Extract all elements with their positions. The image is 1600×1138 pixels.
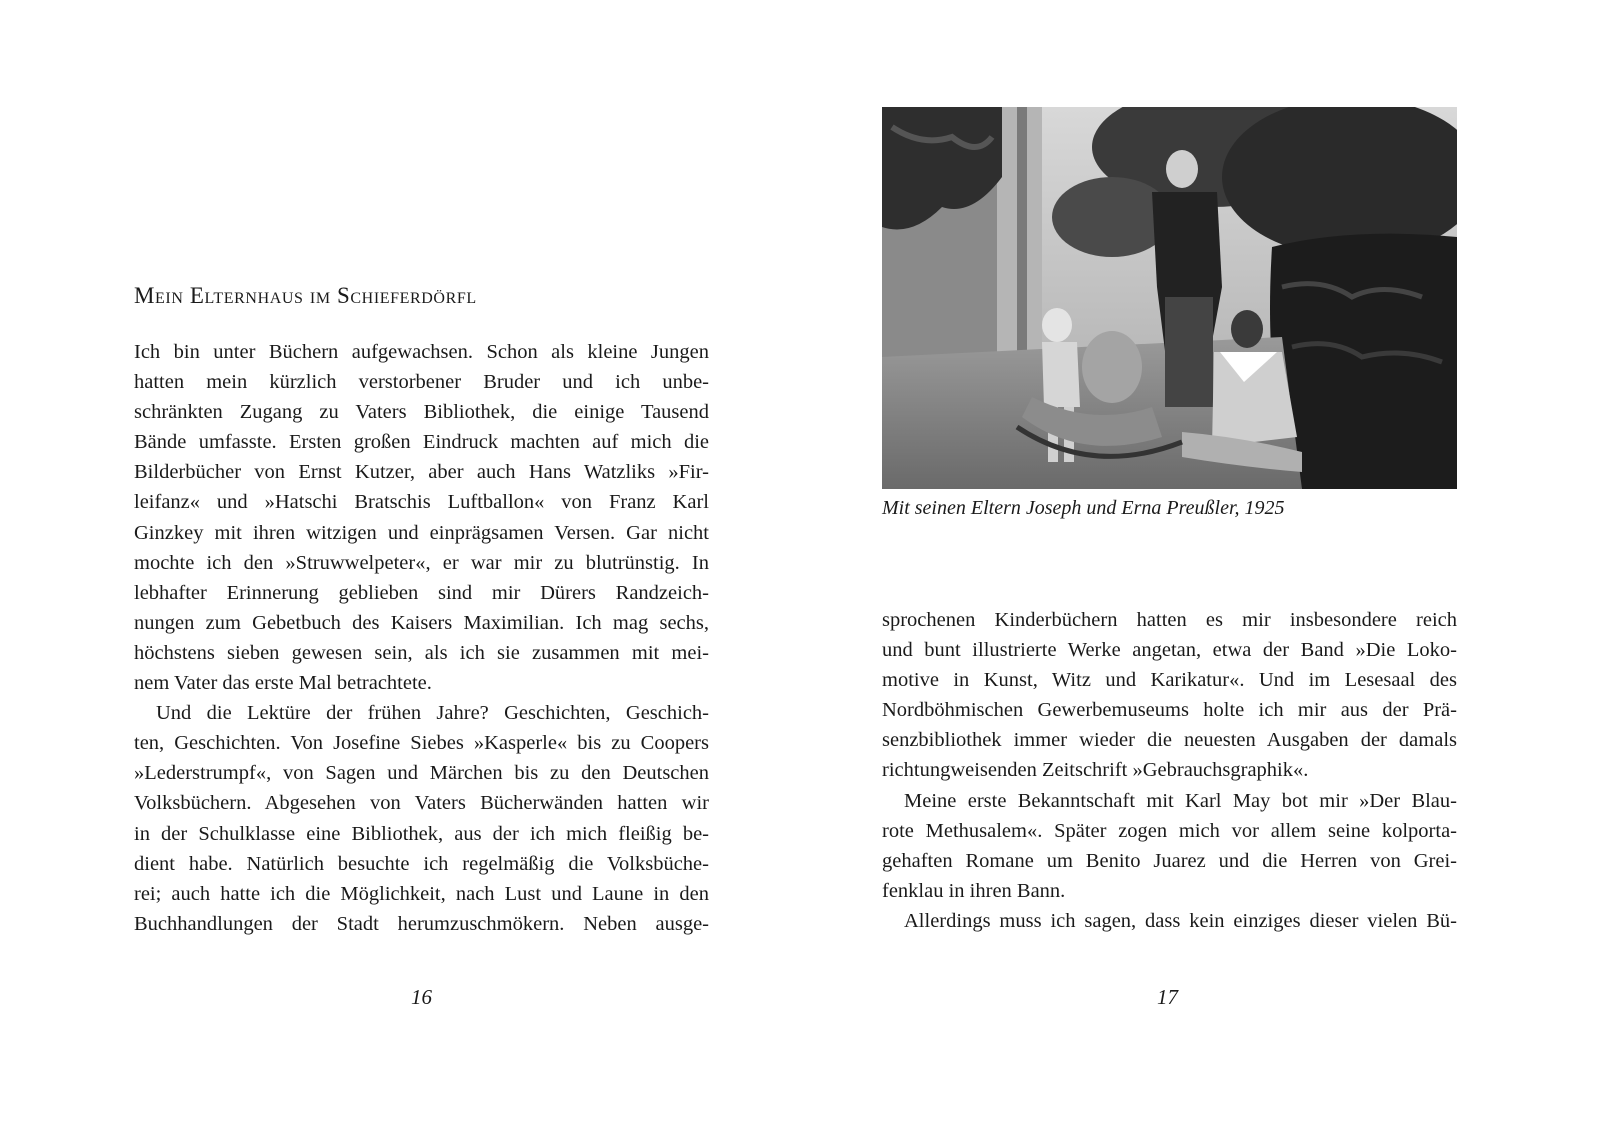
text-line: Meine erste Bekanntschaft mit Karl May bot mir »Der Blau- — [904, 789, 1457, 812]
text-line: Bilderbücher von Ernst Kutzer, aber auch Hans Watzliks »Fir- — [134, 461, 709, 484]
text-line: Bände umfasste. Ersten großen Eindruck machten auf mich die — [134, 431, 709, 454]
text-line: gehaften Romane um Benito Juarez und die Herren von Grei- — [882, 849, 1457, 872]
right-body-text — [882, 605, 1457, 936]
text-line: Allerdings muss ich sagen, dass kein einziges dieser vielen Bü- — [904, 909, 1457, 932]
text-line: motive in Kunst, Witz und Karikatur«. Und im Lesesaal des — [882, 669, 1457, 692]
text-line: hatten mein kürzlich verstorbener Bruder und ich unbe- — [134, 371, 709, 394]
text-line: Volksbüchern. Abgesehen von Vaters Bücherwänden hatten wir — [134, 792, 709, 815]
family-photo — [882, 107, 1457, 489]
text-line: und bunt illustrierte Werke angetan, etwa der Band »Die Loko- — [882, 639, 1457, 662]
text-line: fenklau in ihren Bann. — [882, 879, 1066, 902]
text-line: Und die Lektüre der frühen Jahre? Geschichten, Geschich- — [156, 702, 709, 725]
text-line: senzbibliothek immer wieder die neuesten Ausgaben der damals — [882, 729, 1457, 752]
right-page — [800, 0, 1600, 1138]
text-line: rei; auch hatte ich die Möglichkeit, nach Lust und Laune in den — [134, 882, 709, 905]
text-line: »Lederstrumpf«, von Sagen und Märchen bis zu den Deutschen — [134, 762, 709, 785]
page-number: 17 — [1157, 985, 1178, 1009]
text-line: Ginzkey mit ihren witzigen und einprägsamen Versen. Gar nicht — [134, 521, 709, 544]
text-line: nem Vater das erste Mal betrachtete. — [134, 672, 432, 695]
text-line: richtungweisenden Zeitschrift »Gebrauchsgraphik«. — [882, 759, 1309, 782]
text-line: schränkten Zugang zu Vaters Bibliothek, die einige Tausend — [134, 401, 709, 424]
chapter-heading: Mein Elternhaus im Schieferdörfl — [134, 283, 477, 308]
text-line: ten, Geschichten. Von Josefine Siebes »Kasperle« bis zu Coopers — [134, 732, 709, 755]
photo-caption: Mit seinen Eltern Joseph und Erna Preußler, 1925 — [882, 497, 1285, 519]
text-line: Buchhandlungen der Stadt herumzuschmökern. Neben ausge- — [134, 912, 709, 935]
text-line: in der Schulklasse eine Bibliothek, aus der ich mich fleißig be- — [134, 822, 709, 845]
text-line: nungen zum Gebetbuch des Kaisers Maximilian. Ich mag sechs, — [134, 611, 709, 634]
text-line: lebhafter Erinnerung geblieben sind mir Dürers Randzeich- — [134, 581, 709, 604]
page-number: 16 — [411, 985, 432, 1009]
text-line: rote Methusalem«. Später zogen mich vor allem seine kolporta- — [882, 819, 1457, 842]
text-line: Nordböhmischen Gewerbemuseums holte ich mir aus der Prä- — [882, 699, 1457, 722]
text-line: höchstens sieben gewesen sein, als ich sie zusammen mit mei- — [134, 641, 709, 664]
photo-image — [882, 107, 1457, 489]
text-line: leifanz« und »Hatschi Bratschis Luftballon« von Franz Karl — [134, 491, 709, 514]
text-line: sprochenen Kinderbüchern hatten es mir insbesondere reich — [882, 609, 1457, 631]
text-line: dient habe. Natürlich besuchte ich regelmäßig die Volksbüche- — [134, 852, 709, 875]
text-line: Ich bin unter Büchern aufgewachsen. Schon als kleine Jungen — [134, 341, 709, 363]
left-body-text — [134, 337, 709, 939]
text-line: mochte ich den »Struwwelpeter«, er war mir zu blutrünstig. In — [134, 551, 709, 574]
